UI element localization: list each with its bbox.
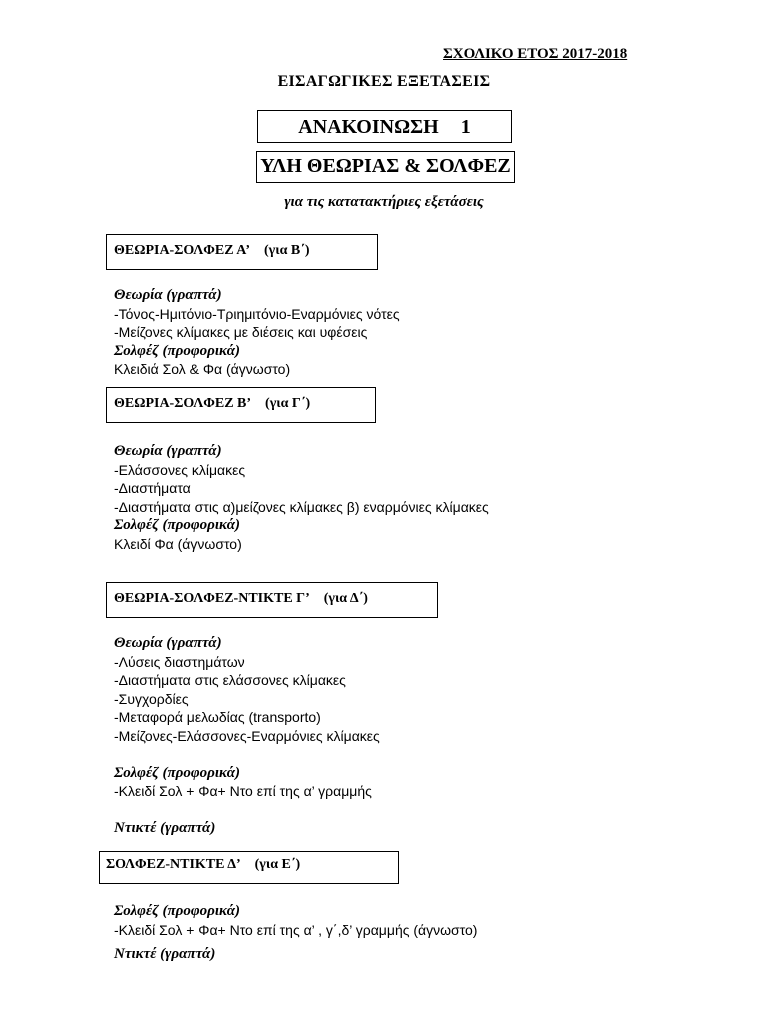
section-line: -Διαστήματα (114, 480, 191, 496)
announcement-number: 1 (460, 116, 471, 138)
section-title-text: ΘΕΩΡΙΑ-ΣΟΛΦΕΖ Β’ (114, 396, 252, 411)
section-title-grade: (για Β΄) (264, 243, 310, 258)
section-line: -Μείζονες κλίμακες με διέσεις και υφέσεις (114, 324, 368, 340)
section-heading: Ντικτέ (γραπτά) (114, 820, 216, 836)
section-line: -Λύσεις διαστημάτων (114, 653, 245, 670)
section-heading: Θεωρία (γραπτά) (114, 443, 222, 459)
school-year: ΣΧΟΛΙΚΟ ΕΤΟΣ 2017-2018 (443, 46, 628, 62)
exams-title: ΕΙΣΑΓΩΓΙΚΕΣ ΕΞΕΤΑΣΕΙΣ (277, 73, 491, 90)
section-heading: Σολφέζ (προφορικά) (114, 517, 240, 533)
section-line: -Τόνος-Ημιτόνιο-Τριημιτόνιο-Εναρμόνιες νότες (114, 305, 400, 322)
blank-line (114, 745, 380, 764)
section-heading: Ντικτέ (γραπτά) (114, 946, 216, 962)
section-line: -Ελάσσονες κλίμακες (114, 461, 246, 478)
section-title-grade: (για Δ΄) (323, 591, 368, 606)
section-title-text: ΘΕΩΡΙΑ-ΣΟΛΦΕΖ Α’ (114, 243, 251, 258)
section-content (114, 634, 380, 838)
section-heading: Σολφέζ (προφορικά) (114, 764, 240, 781)
section-heading: Θεωρία (γραπτά) (114, 635, 222, 651)
section-title-grade: (για Γ΄) (265, 396, 311, 411)
section-line: -Κλειδί Σολ + Φα+ Ντο επί της α’ γραμμής (114, 783, 372, 799)
section-heading: Θεωρία (γραπτά) (114, 287, 222, 303)
section-line: -Συγχορδίες (114, 690, 189, 707)
material-title: ΥΛΗ ΘΕΩΡΙΑΣ & ΣΟΛΦΕΖ (260, 155, 511, 177)
section-title (114, 396, 310, 412)
section-line: Κλειδί Φα (άγνωστο) (114, 535, 242, 552)
section-line: -Μείζονες-Ελάσσονες-Εναρμόνιες κλίμακες (114, 727, 380, 744)
section-content (114, 286, 400, 379)
section-title (114, 243, 310, 259)
section-line: -Μεταφορά μελωδίας (transporto) (114, 709, 321, 725)
section-heading: Σολφέζ (προφορικά) (114, 342, 240, 359)
section-line: -Διαστήματα στις ελάσσονες κλίμακες (114, 672, 346, 688)
blank-line (114, 801, 380, 820)
section-title-grade: (για Ε΄) (254, 857, 301, 872)
section-content (114, 442, 489, 553)
section-content (114, 902, 477, 964)
section-heading: Σολφέζ (προφορικά) (114, 903, 240, 919)
section-title-text: ΣΟΛΦΕΖ-ΝΤΙΚΤΕ Δ’ (106, 857, 241, 872)
subtitle: για τις κατατακτήριες εξετάσεις (284, 194, 484, 210)
announcement-heading (257, 116, 512, 139)
section-line: Κλειδιά Σολ & Φα (άγνωστο) (114, 361, 291, 377)
announcement-label: ΑΝΑΚΟΙΝΩΣΗ (298, 116, 439, 138)
section-line: -Κλειδί Σολ + Φα+ Ντο επί της α’ , γ΄,δ’ γραμμής (άγνωστο) (114, 921, 478, 938)
section-title-text: ΘΕΩΡΙΑ-ΣΟΛΦΕΖ-ΝΤΙΚΤΕ Γ’ (114, 591, 310, 606)
section-line: -Διαστήματα στις α)μείζονες κλίμακες β) εναρμόνιες κλίμακες (114, 498, 489, 515)
section-title (114, 591, 368, 607)
section-title (106, 857, 300, 873)
